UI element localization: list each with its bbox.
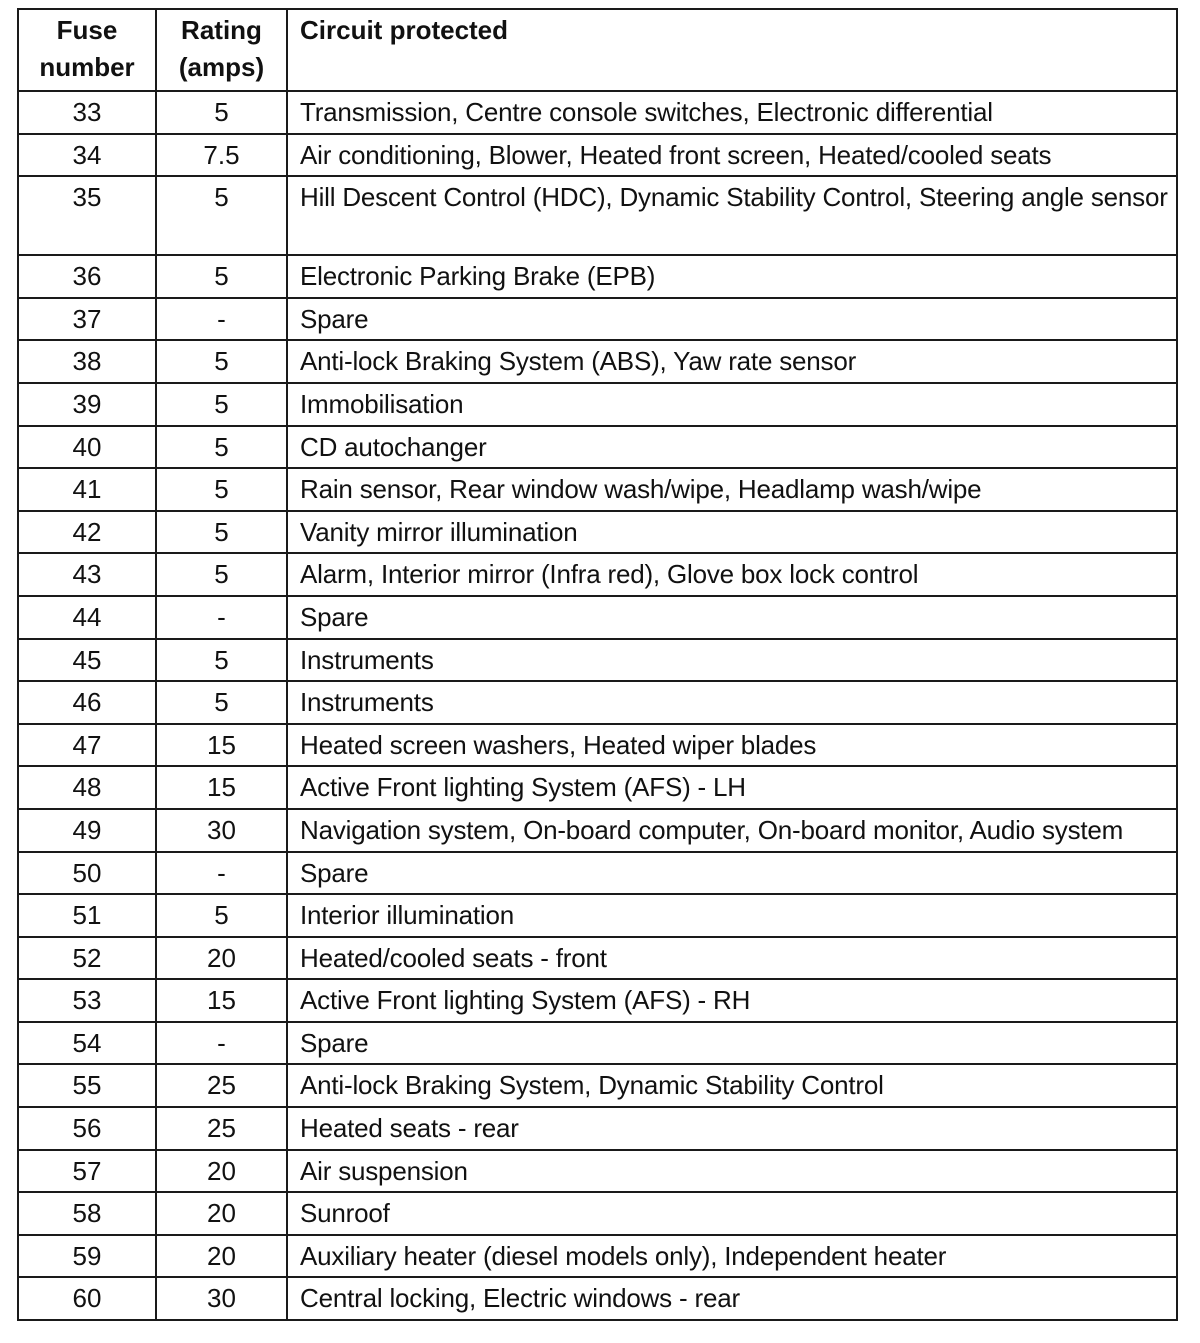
table-row bbox=[18, 1107, 1177, 1150]
fuse-number-cell: 44 bbox=[18, 596, 156, 639]
fuse-number-cell: 55 bbox=[18, 1064, 156, 1107]
circuit-cell: Transmission, Centre console switches, Electronic differential bbox=[287, 91, 1177, 134]
circuit-cell: Active Front lighting System (AFS) - LH bbox=[287, 766, 1177, 809]
rating-cell: 5 bbox=[156, 255, 287, 298]
table-row bbox=[18, 383, 1177, 426]
table-row bbox=[18, 639, 1177, 682]
circuit-cell: Heated screen washers, Heated wiper blades bbox=[287, 724, 1177, 767]
table-row bbox=[18, 468, 1177, 511]
rating-cell: 30 bbox=[156, 1277, 287, 1320]
circuit-cell: Spare bbox=[287, 596, 1177, 639]
fuse-number-cell: 35 bbox=[18, 176, 156, 255]
table-row bbox=[18, 596, 1177, 639]
table-row bbox=[18, 255, 1177, 298]
rating-cell: 7.5 bbox=[156, 134, 287, 177]
circuit-cell: Alarm, Interior mirror (Infra red), Glove box lock control bbox=[287, 553, 1177, 596]
table-row bbox=[18, 1277, 1177, 1320]
table-row bbox=[18, 766, 1177, 809]
rating-cell: 20 bbox=[156, 1235, 287, 1278]
rating-cell: 5 bbox=[156, 91, 287, 134]
fuse-number-cell: 36 bbox=[18, 255, 156, 298]
header-circuit: Circuit protected bbox=[287, 9, 1177, 91]
table-row bbox=[18, 134, 1177, 177]
table-row bbox=[18, 852, 1177, 895]
circuit-cell: Interior illumination bbox=[287, 894, 1177, 937]
table-row bbox=[18, 426, 1177, 469]
table-row bbox=[18, 1192, 1177, 1235]
circuit-cell: Immobilisation bbox=[287, 383, 1177, 426]
circuit-cell: Heated seats - rear bbox=[287, 1107, 1177, 1150]
table-row bbox=[18, 809, 1177, 852]
circuit-cell: Spare bbox=[287, 298, 1177, 341]
fuse-number-cell: 41 bbox=[18, 468, 156, 511]
fuse-number-cell: 42 bbox=[18, 511, 156, 554]
fuse-table bbox=[17, 8, 1178, 1321]
rating-cell: 5 bbox=[156, 426, 287, 469]
fuse-number-cell: 40 bbox=[18, 426, 156, 469]
circuit-cell: Sunroof bbox=[287, 1192, 1177, 1235]
table-row bbox=[18, 298, 1177, 341]
header-fuse-number: Fuse number bbox=[18, 9, 156, 91]
rating-cell: 25 bbox=[156, 1064, 287, 1107]
fuse-number-cell: 48 bbox=[18, 766, 156, 809]
table-row bbox=[18, 1022, 1177, 1065]
fuse-number-cell: 59 bbox=[18, 1235, 156, 1278]
rating-cell: 5 bbox=[156, 681, 287, 724]
rating-cell: 20 bbox=[156, 937, 287, 980]
fuse-number-cell: 54 bbox=[18, 1022, 156, 1065]
table-row bbox=[18, 91, 1177, 134]
table-row bbox=[18, 340, 1177, 383]
rating-cell: 15 bbox=[156, 979, 287, 1022]
rating-cell: 5 bbox=[156, 468, 287, 511]
circuit-cell: Electronic Parking Brake (EPB) bbox=[287, 255, 1177, 298]
fuse-number-cell: 43 bbox=[18, 553, 156, 596]
rating-cell: 5 bbox=[156, 340, 287, 383]
table-row bbox=[18, 511, 1177, 554]
fuse-number-cell: 53 bbox=[18, 979, 156, 1022]
table-row bbox=[18, 553, 1177, 596]
table-row bbox=[18, 894, 1177, 937]
header-row bbox=[18, 9, 1177, 91]
circuit-cell: Central locking, Electric windows - rear bbox=[287, 1277, 1177, 1320]
circuit-cell: CD autochanger bbox=[287, 426, 1177, 469]
fuse-number-cell: 33 bbox=[18, 91, 156, 134]
table-body bbox=[18, 91, 1177, 1320]
rating-cell: 15 bbox=[156, 724, 287, 767]
fuse-number-cell: 50 bbox=[18, 852, 156, 895]
fuse-number-cell: 57 bbox=[18, 1150, 156, 1193]
fuse-number-cell: 52 bbox=[18, 937, 156, 980]
fuse-number-cell: 47 bbox=[18, 724, 156, 767]
table-row bbox=[18, 979, 1177, 1022]
table-row bbox=[18, 681, 1177, 724]
fuse-number-cell: 39 bbox=[18, 383, 156, 426]
rating-cell: 5 bbox=[156, 639, 287, 682]
table-row bbox=[18, 1235, 1177, 1278]
fuse-number-cell: 51 bbox=[18, 894, 156, 937]
rating-cell: - bbox=[156, 596, 287, 639]
circuit-cell: Vanity mirror illumination bbox=[287, 511, 1177, 554]
rating-cell: 5 bbox=[156, 176, 287, 255]
circuit-cell: Air suspension bbox=[287, 1150, 1177, 1193]
circuit-cell: Air conditioning, Blower, Heated front screen, Heated/cooled seats bbox=[287, 134, 1177, 177]
rating-cell: 5 bbox=[156, 383, 287, 426]
circuit-cell: Auxiliary heater (diesel models only), Independent heater bbox=[287, 1235, 1177, 1278]
table-row bbox=[18, 724, 1177, 767]
table-row bbox=[18, 1150, 1177, 1193]
circuit-cell: Spare bbox=[287, 1022, 1177, 1065]
table-row bbox=[18, 176, 1177, 255]
fuse-number-cell: 38 bbox=[18, 340, 156, 383]
rating-cell: 20 bbox=[156, 1150, 287, 1193]
rating-cell: 5 bbox=[156, 894, 287, 937]
circuit-cell: Rain sensor, Rear window wash/wipe, Headlamp wash/wipe bbox=[287, 468, 1177, 511]
circuit-cell: Spare bbox=[287, 852, 1177, 895]
circuit-cell: Anti-lock Braking System (ABS), Yaw rate sensor bbox=[287, 340, 1177, 383]
header-rating: Rating (amps) bbox=[156, 9, 287, 91]
fuse-number-cell: 58 bbox=[18, 1192, 156, 1235]
table-header bbox=[18, 9, 1177, 91]
circuit-cell: Hill Descent Control (HDC), Dynamic Stability Control, Steering angle sensor bbox=[287, 176, 1177, 255]
rating-cell: - bbox=[156, 298, 287, 341]
rating-cell: - bbox=[156, 1022, 287, 1065]
fuse-number-cell: 49 bbox=[18, 809, 156, 852]
circuit-cell: Navigation system, On-board computer, On-board monitor, Audio system bbox=[287, 809, 1177, 852]
fuse-number-cell: 45 bbox=[18, 639, 156, 682]
circuit-cell: Instruments bbox=[287, 639, 1177, 682]
rating-cell: - bbox=[156, 852, 287, 895]
fuse-number-cell: 56 bbox=[18, 1107, 156, 1150]
circuit-cell: Instruments bbox=[287, 681, 1177, 724]
table-row bbox=[18, 1064, 1177, 1107]
rating-cell: 15 bbox=[156, 766, 287, 809]
rating-cell: 20 bbox=[156, 1192, 287, 1235]
rating-cell: 5 bbox=[156, 511, 287, 554]
fuse-number-cell: 46 bbox=[18, 681, 156, 724]
table-row bbox=[18, 937, 1177, 980]
fuse-number-cell: 34 bbox=[18, 134, 156, 177]
circuit-cell: Active Front lighting System (AFS) - RH bbox=[287, 979, 1177, 1022]
rating-cell: 30 bbox=[156, 809, 287, 852]
rating-cell: 5 bbox=[156, 553, 287, 596]
rating-cell: 25 bbox=[156, 1107, 287, 1150]
fuse-number-cell: 60 bbox=[18, 1277, 156, 1320]
fuse-number-cell: 37 bbox=[18, 298, 156, 341]
circuit-cell: Heated/cooled seats - front bbox=[287, 937, 1177, 980]
circuit-cell: Anti-lock Braking System, Dynamic Stability Control bbox=[287, 1064, 1177, 1107]
